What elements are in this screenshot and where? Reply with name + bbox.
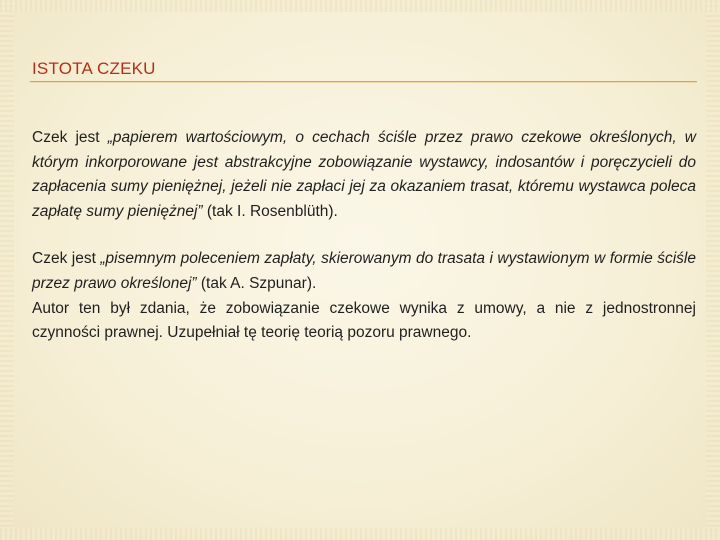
decorative-border-right [706,0,720,540]
title-underline-shadow [30,82,697,83]
paragraph-definition-szpunar [32,247,696,296]
paragraph-definition-rosenbluth [32,126,696,224]
decorative-border-top [0,0,720,12]
paragraph-lead: Czek jest [32,250,101,268]
paragraph-author-view: Autor ten był zdania, że zobowiązanie czekowe wynika z umowy, a nie z jednostronnej czynności prawnej. Uzupełniał tę teorię teorią pozoru prawnego. [32,299,696,342]
paragraph-quote: „pisemnym poleceniem zapłaty, skierowanym do trasata i wystawionym w formie ściśle przez prawo określonej” [32,250,696,292]
slide-body [32,126,696,346]
decorative-border-left [0,0,14,540]
paragraph-attribution: (tak I. Rosenblüth). [202,202,338,220]
paragraph-spacer [32,224,696,247]
paragraph-attribution: (tak A. Szpunar). [196,274,317,292]
paragraph-quote: „papierem wartościowym, o cechach ściśle przez prawo czekowe określonych, w którym inkorporowane jest abstrakcyjne zobowiązanie wystawcy, indosantów i poręczycieli do zapłacenia sumy pieniężnej, jeżeli nie zapłaci jej za okazaniem trasat, któremu wystawca poleca zapłatę sumy pieniężnej” [32,129,696,220]
slide-title: ISTOTA CZEKU [32,59,156,78]
decorative-border-bottom [0,528,720,540]
paragraph-lead: Czek jest [32,129,108,146]
